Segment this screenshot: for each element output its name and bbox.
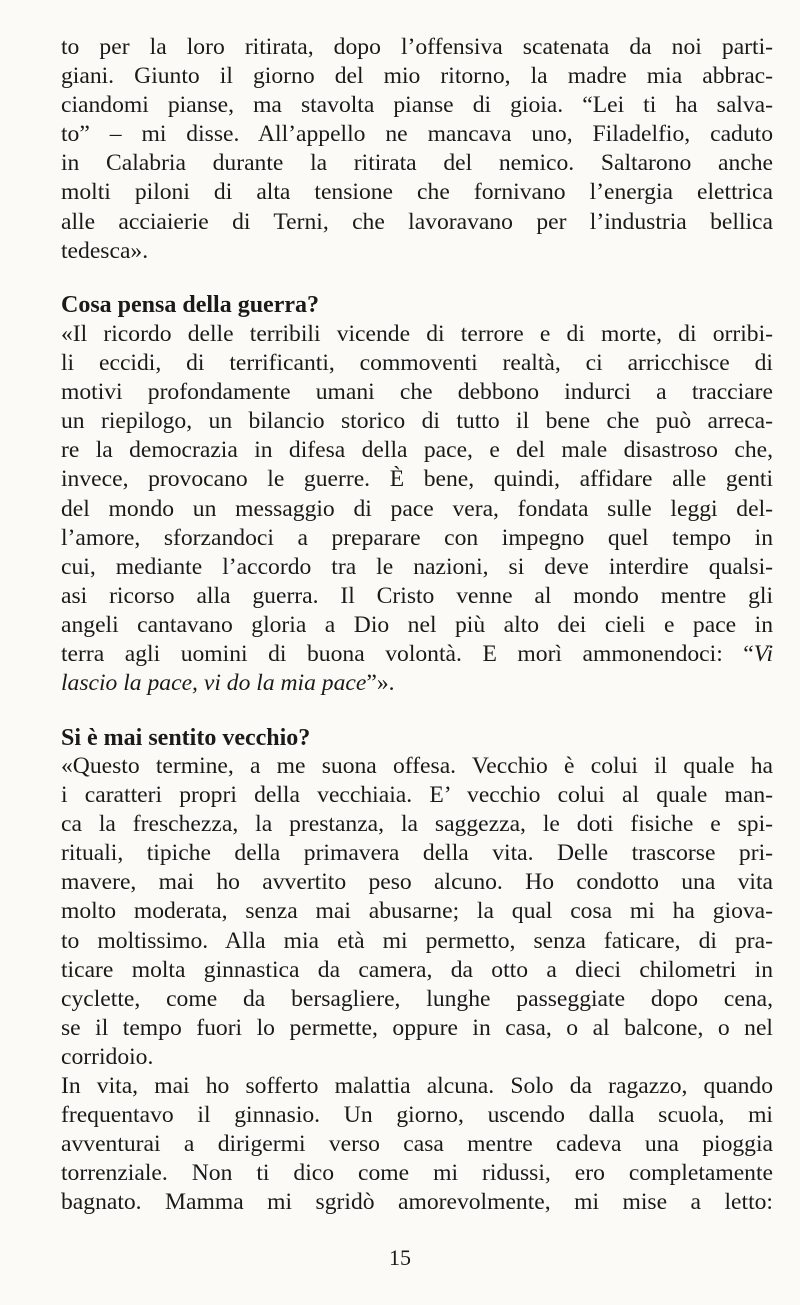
text-line: tedesca». — [61, 237, 149, 264]
text-line: to moltissimo. Alla mia età mi permetto, senza faticare, di pra- — [61, 927, 773, 954]
text-line: ciandomi pianse, ma stavolta pianse di gioia. “Lei ti ha salva- — [61, 92, 773, 119]
text-line: «Il ricordo delle terribili vicende di terrore e di morte, di orribi- — [61, 321, 773, 347]
text-line — [61, 640, 773, 669]
section-heading-old-age: Si è mai sentito vecchio? — [61, 725, 311, 751]
text-line: frequentavo il ginnasio. Un giorno, uscendo dalla scuola, mi — [61, 1102, 773, 1129]
text-line: rituali, tipiche della primavera della vita. Delle trascorse pri- — [61, 840, 773, 867]
text-line: li eccidi, di terrificanti, commoventi realtà, ci arricchisce di — [61, 350, 773, 377]
text-line: molti piloni di alta tensione che fornivano l’energia elettrica — [61, 179, 773, 206]
text-line: i caratteri propri della vecchiaia. E’ vecchio colui al quale man- — [61, 782, 773, 809]
section-heading-war: Cosa pensa della guerra? — [61, 292, 319, 318]
text-line: mavere, mai ho avvertito peso alcuno. Ho condotto una vita — [61, 869, 773, 896]
text-line: bagnato. Mamma mi sgridò amorevolmente, mi mise a letto: — [61, 1189, 773, 1216]
text-line: In vita, mai ho sofferto malattia alcuna. Solo da ragazzo, quando — [61, 1073, 773, 1100]
text-line: corridoio. — [61, 1043, 154, 1070]
text-line: molto moderata, senza mai abusarne; la qual cosa mi ha giova- — [61, 898, 773, 925]
text-line: del mondo un messaggio di pace vera, fondata sulle leggi del- — [61, 495, 773, 522]
text-line: un riepilogo, un bilancio storico di tutto il bene che può arreca- — [61, 408, 773, 435]
text-line: ca la freschezza, la prestanza, la saggezza, le doti fisiche e spi- — [61, 811, 773, 838]
quote-closing: ”». — [366, 670, 395, 697]
text-line: invece, provocano le guerre. È bene, quindi, affidare alle genti — [61, 466, 773, 493]
text-line: torrenziale. Non ti dico come mi ridussi, ero completamente — [61, 1160, 773, 1187]
text-line: alle acciaierie di Terni, che lavoravano per l’industria bellica — [61, 208, 773, 235]
paragraph-2 — [61, 320, 773, 698]
text-line: «Questo termine, a me suona offesa. Vecchio è colui il quale ha — [61, 753, 773, 779]
text-line: asi ricorso alla guerra. Il Cristo venne al mondo mentre gli — [61, 582, 773, 609]
text-line: se il tempo fuori lo permette, oppure in casa, o al balcone, o nel — [61, 1014, 773, 1041]
paragraph-1 — [61, 33, 773, 266]
paragraph-3 — [61, 752, 773, 1218]
text-line: in Calabria durante la ritirata del nemico. Saltarono anche — [61, 150, 773, 177]
text-line: cui, mediante l’accordo tra le nazioni, si deve interdire qualsi- — [61, 553, 773, 580]
page-number: 15 — [389, 1245, 411, 1270]
italic-quote: Vi — [753, 641, 773, 668]
text-line: ticare molta ginnastica da camera, da otto a dieci chilometri in — [61, 956, 773, 983]
text-line: giani. Giunto il giorno del mio ritorno, la madre mia abbrac- — [61, 63, 773, 90]
text-line: cyclette, come da bersagliere, lunghe passeggiate dopo cena, — [61, 985, 773, 1012]
italic-quote: lascio la pace, vi do la mia pace — [61, 670, 367, 697]
text-line: avventurai a dirigermi verso casa mentre cadeva una pioggia — [61, 1131, 773, 1158]
text-line: angeli cantavano gloria a Dio nel più alto dei cieli e pace in — [61, 611, 773, 638]
text-line — [61, 669, 773, 698]
text-line: motivi profondamente umani che debbono indurci a tracciare — [61, 379, 773, 406]
text-line: l’amore, sforzandoci a preparare con impegno quel tempo in — [61, 524, 773, 551]
text-line: re la democrazia in difesa della pace, e del male disastroso che, — [61, 437, 773, 464]
text-segment: terra agli uomini di buona volontà. E morì ammonendoci: “ — [61, 641, 754, 668]
text-line: to” – mi disse. All’appello ne mancava uno, Filadelfio, caduto — [61, 121, 773, 148]
text-line: to per la loro ritirata, dopo l’offensiva scatenata da noi parti- — [61, 34, 773, 60]
